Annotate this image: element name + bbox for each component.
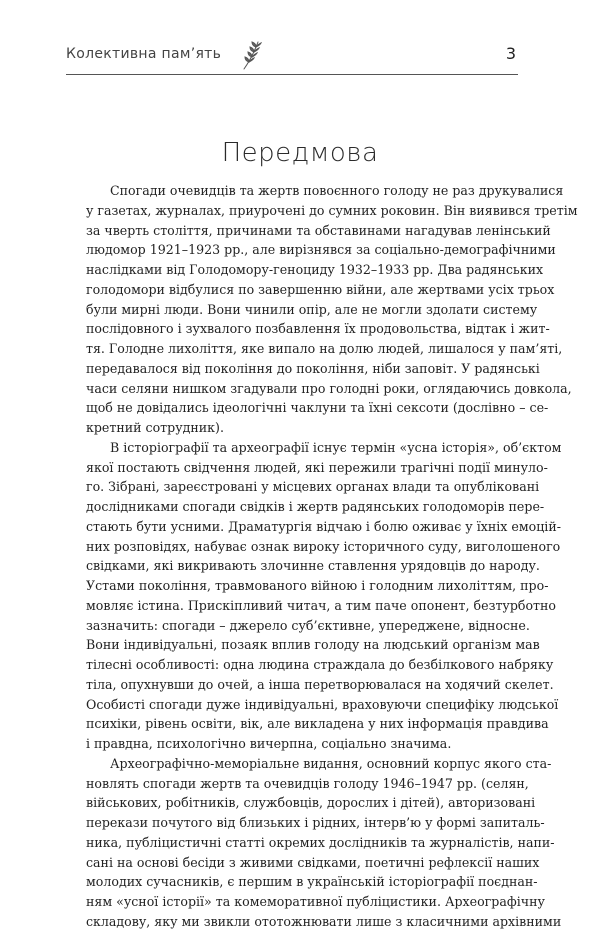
text-line: і правдна, психологічно вичерпна, соціально значима. (86, 736, 452, 751)
text-line: го. Зібрані, зареєстровані у місцевих органах влади та опубліковані (86, 479, 540, 495)
text-line: новлять спогади жертв та очевидців голоду 1946–1947 рр. (селян, (86, 775, 529, 791)
text-line: Археографічно-меморіальне видання, основний корпус якого ста- (110, 755, 552, 771)
text-line: мовляє істина. Прискіпливий читач, а тим паче опонент, безтурботно (86, 597, 556, 613)
page-title: Передмова (221, 138, 379, 168)
paragraph (86, 754, 562, 932)
text-line: В історіографії та археографії існує термін «усна історія», об’єктом (110, 439, 562, 455)
text-line: зазначить: спогади – джерело суб’єктивне, упереджене, відносне. (86, 617, 530, 633)
text-line: послідовного і зухвалого позбавлення їх продовольства, відтак і жит- (86, 321, 550, 337)
text-line: голодомори відбулися по завершенню війни, але жертвами усіх трьох (86, 281, 555, 297)
text-line: ням «усної історії» та комеморативної публіцистики. Археографічну (86, 894, 545, 909)
text-line: ника, публіцистичні статті окремих дослідників та журналістів, напи- (86, 834, 555, 850)
text-line: військових, робітників, службовців, дорослих і дітей), авторизовані (86, 795, 536, 811)
text-line: свідками, які викривають злочинне ставлення урядовців до народу. (86, 558, 540, 574)
text-line: були мирні люди. Вони чинили опір, але не могли здолати систему (86, 301, 538, 317)
text-line: складову, яку ми звикли ототожнювати лише з класичними архівними (86, 913, 562, 929)
text-line: людомор 1921–1923 рр., але вирізнявся за соціально-демографічними (86, 242, 556, 258)
text-line: часи селяни нишком згадували про голодні роки, оглядаючись довкола, (86, 380, 572, 396)
text-line: тілесні особливості: одна людина страждала до безбілкового набряку (86, 657, 554, 672)
text-line: Особисті спогади дуже індивідуальні, враховуючи специфіку людської (86, 696, 559, 712)
text-line: Вони індивідуальні, позаяк вплив голоду на людський організм мав (86, 637, 540, 653)
text-line: молодих сучасників, є першим в українській історіографії поєднан- (86, 874, 538, 890)
text-line: психіки, рівень освіти, вік, але викладена у них інформація правдива (86, 716, 549, 732)
text-line: перекази почутого від близьких і рідних, інтерв’ю у формі запиталь- (86, 815, 545, 830)
text-line: кретний сотрудник). (86, 420, 224, 435)
text-line: тя. Голодне лихоліття, яке випало на долю людей, лишалося у пам’яті, (86, 341, 563, 356)
text-line: наслідками від Голодомору-геноциду 1932–1933 рр. Два радянських (86, 262, 544, 277)
header-rule (66, 74, 518, 75)
text-line: дослідниками спогади свідків і жертв радянських голодоморів пере- (86, 499, 545, 514)
text-line: за чверть століття, причинами та обставинами нагадував ленінський (86, 222, 551, 238)
page-header (66, 40, 516, 70)
body-text (86, 181, 578, 932)
text-line: сані на основі бесіди з живими свідками, поетичні рефлексії наших (86, 854, 540, 870)
running-title: Колективна пам’ять (66, 46, 222, 62)
paragraph (86, 181, 578, 438)
text-line: у газетах, журналах, приурочені до сумних роковин. Він виявився третім (86, 202, 578, 218)
text-line: них розповідях, набуває ознак вироку історичного суду, виголошеного (86, 538, 561, 554)
text-line: тіла, опухнувши до очей, а інша перетворювалася на ходячий скелет. (86, 676, 554, 692)
paragraph (86, 438, 562, 754)
text-line: передавалося від покоління до покоління, ніби заповіт. У радянські (86, 360, 540, 376)
text-line: якої постають свідчення людей, які пережили трагічні події минуло- (86, 459, 548, 475)
text-line: Устами покоління, травмованого війною і голодним лихоліттям, про- (86, 578, 549, 593)
page-number: 3 (505, 44, 516, 63)
text-line: Спогади очевидців та жертв повоєнного голоду не раз друкувалися (110, 183, 564, 198)
text-line: щоб не довідались ідеологічні чаклуни та їхні сексоти (дослівно – се- (86, 400, 549, 416)
wheat-icon (240, 40, 262, 70)
text-line: стають бути усними. Драматургія відчаю і болю оживає у їхніх емоцій- (86, 518, 561, 534)
